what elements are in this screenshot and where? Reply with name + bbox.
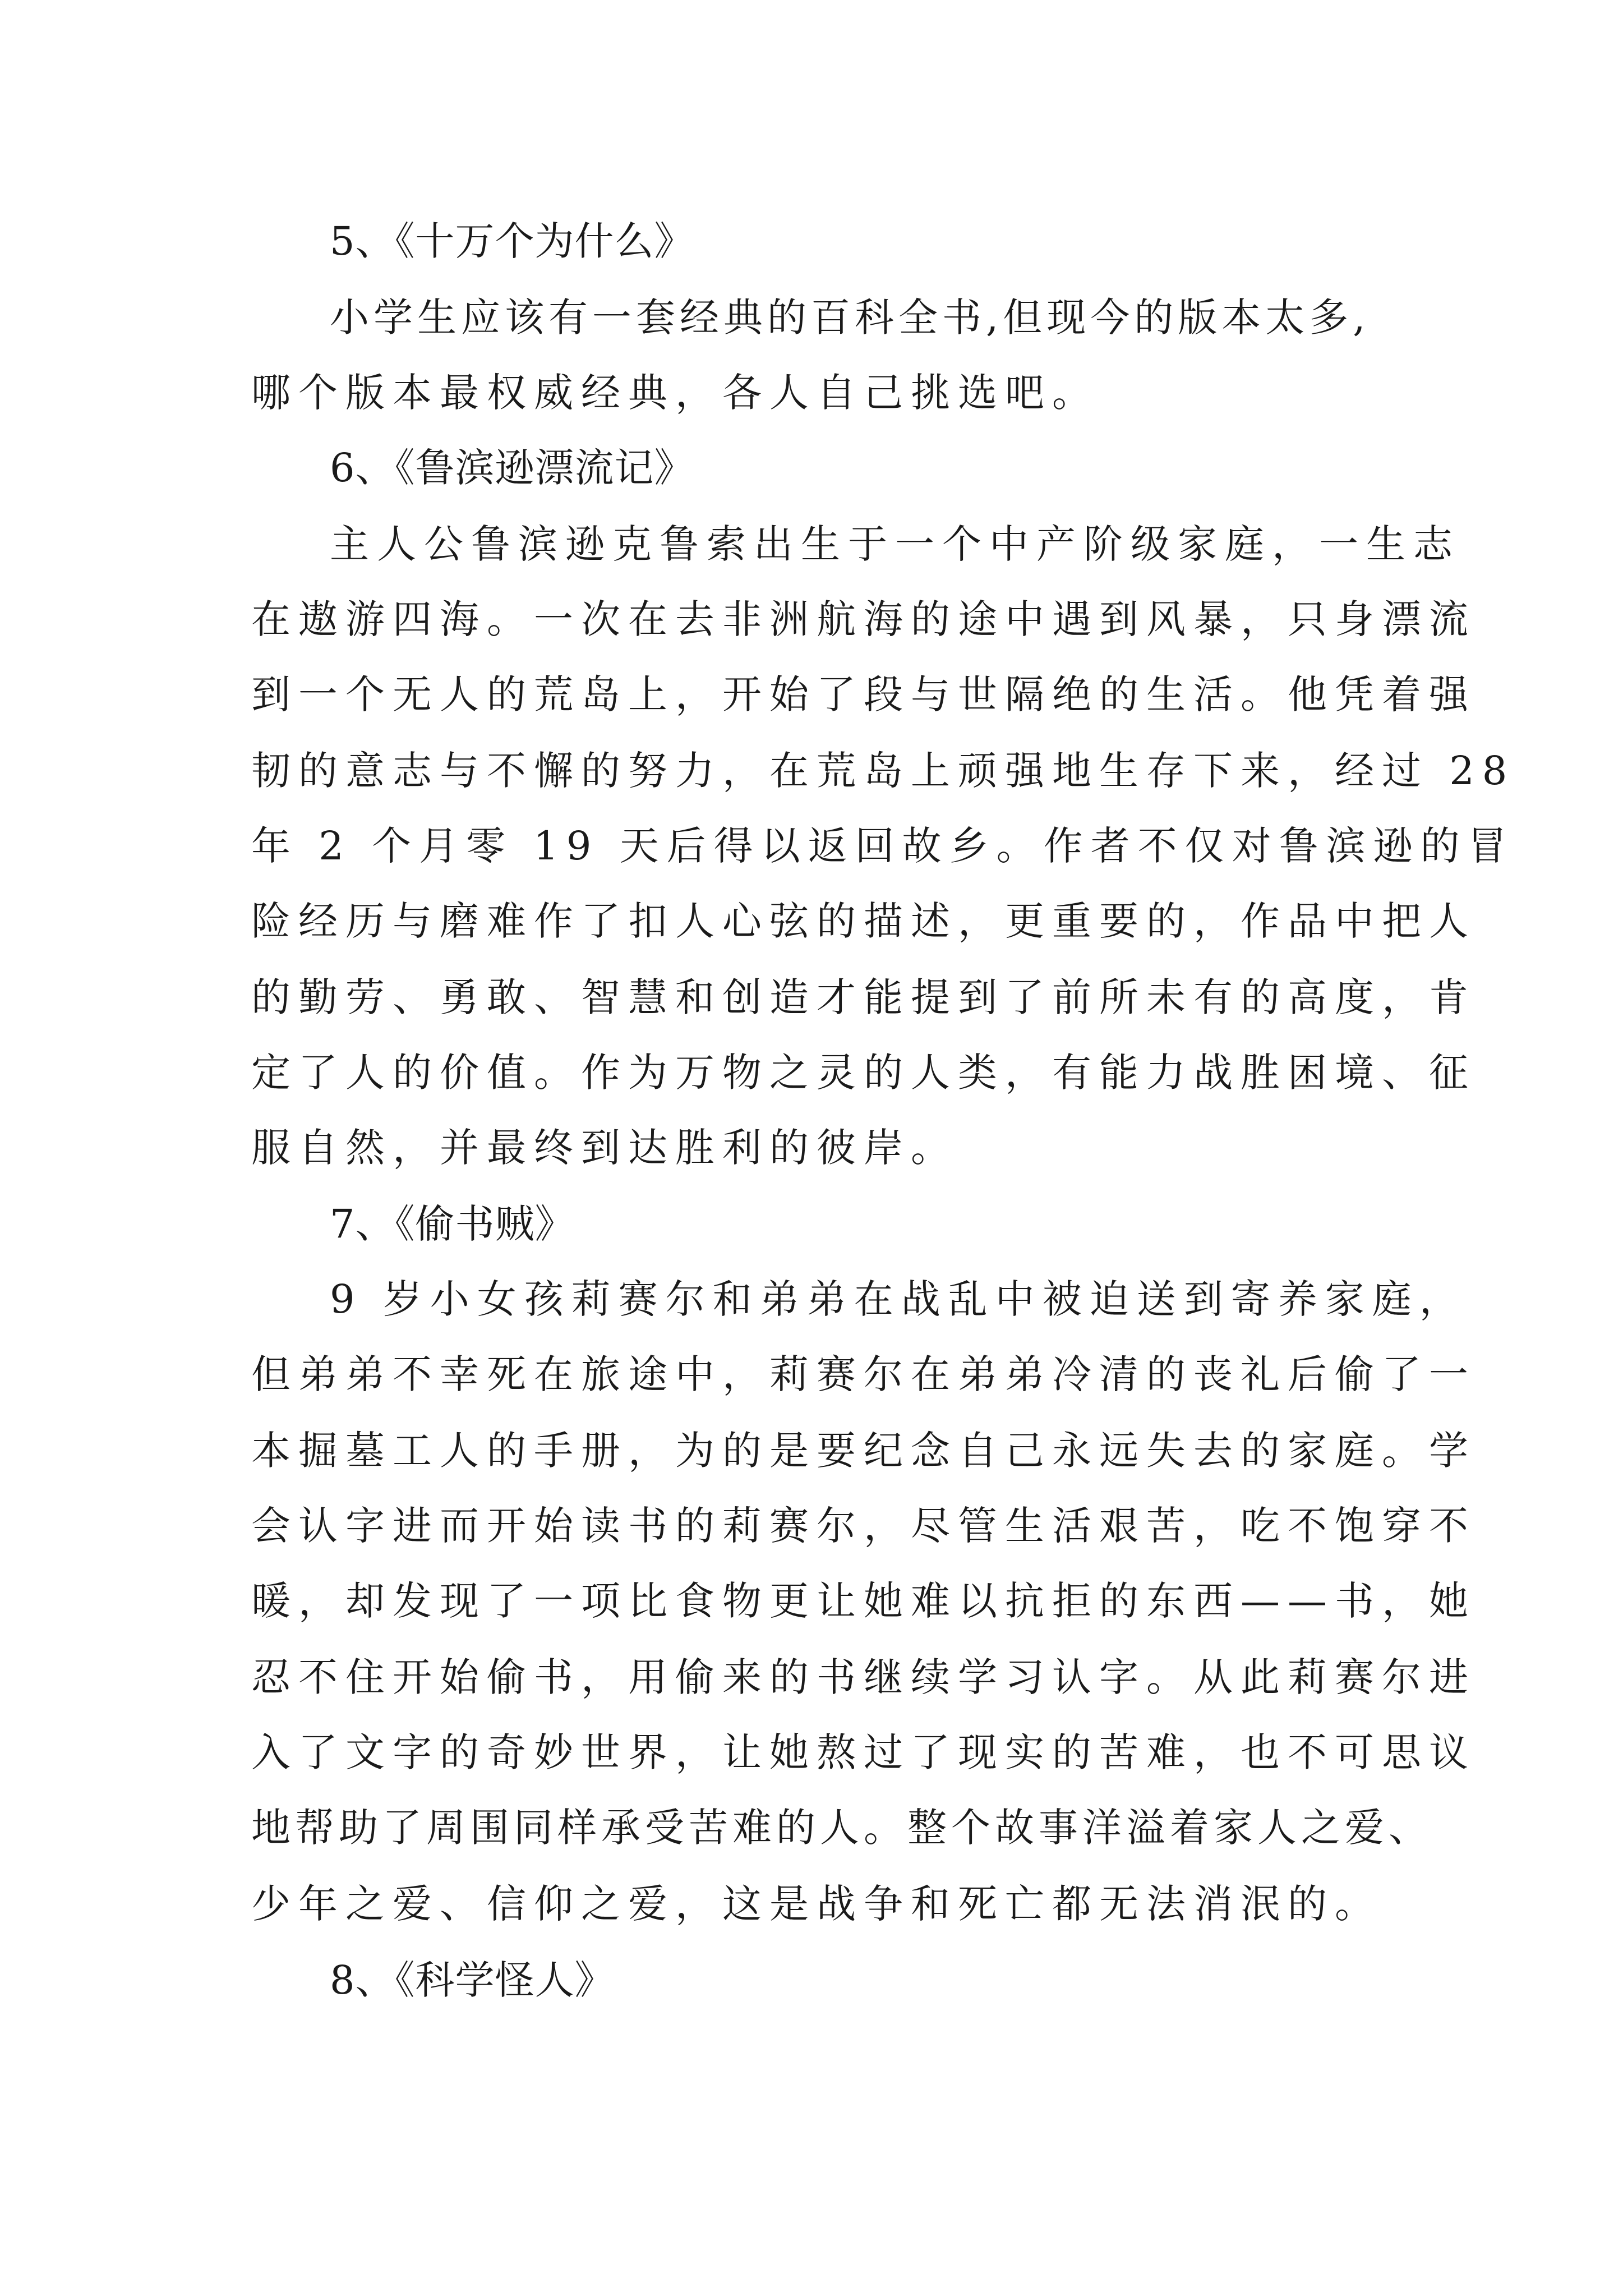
paragraph-line: 服自然，并最终到达胜利的彼岸。 (251, 1125, 958, 1171)
heading-5: 5、《十万个为什么》 (330, 218, 694, 264)
paragraph-line: 哪个版本最权威经典，各人自己挑选吧。 (251, 370, 1099, 416)
paragraph-line: 少年之爱、信仰之爱，这是战争和死亡都无法消泯的。 (251, 1881, 1382, 1927)
paragraph-line: 地帮助了周围同样承受苦难的人。整个故事洋溢着家人之爱、 (251, 1805, 1432, 1851)
paragraph-line: 暖，却发现了一项比食物更让她难以抗拒的东西——书，她 (251, 1578, 1476, 1624)
heading-6: 6、《鲁滨逊漂流记》 (330, 445, 694, 491)
paragraph-line: 9 岁小女孩莉赛尔和弟弟在战乱中被迫送到寄养家庭， (330, 1276, 1467, 1322)
paragraph-line: 年 2 个月零 19 天后得以返回故乡。作者不仅对鲁滨逊的冒 (251, 823, 1515, 869)
paragraph-line: 但弟弟不幸死在旅途中，莉赛尔在弟弟冷清的丧礼后偷了一 (251, 1351, 1476, 1397)
paragraph-line: 在遨游四海。一次在去非洲航海的途中遇到风暴，只身漂流 (251, 596, 1476, 642)
paragraph-line: 入了文字的奇妙世界，让她熬过了现实的苦难，也不可思议 (251, 1729, 1476, 1775)
paragraph-line: 到一个无人的荒岛上，开始了段与世隔绝的生活。他凭着强 (251, 671, 1476, 717)
paragraph-line: 小学生应该有一套经典的百科全书,但现今的版本太多, (330, 295, 1370, 341)
paragraph-line: 会认字进而开始读书的莉赛尔，尽管生活艰苦，吃不饱穿不 (251, 1503, 1476, 1549)
paragraph-line: 韧的意志与不懈的努力，在荒岛上顽强地生存下来，经过 28 (251, 748, 1515, 794)
heading-8: 8、《科学怪人》 (330, 1957, 615, 2003)
paragraph-line: 的勤劳、勇敢、智慧和创造才能提到了前所未有的高度，肯 (251, 974, 1476, 1020)
paragraph-line: 忍不住开始偷书，用偷来的书继续学习认字。从此莉赛尔进 (251, 1654, 1476, 1700)
paragraph-line: 本掘墓工人的手册，为的是要纪念自己永远失去的家庭。学 (251, 1428, 1476, 1474)
paragraph-line: 主人公鲁滨逊克鲁索出生于一个中产阶级家庭，一生志 (330, 521, 1460, 567)
heading-7: 7、《偷书贼》 (330, 1201, 575, 1247)
paragraph-line: 险经历与磨难作了扣人心弦的描述，更重要的，作品中把人 (251, 898, 1476, 944)
paragraph-line: 定了人的价值。作为万物之灵的人类，有能力战胜困境、征 (251, 1050, 1476, 1096)
